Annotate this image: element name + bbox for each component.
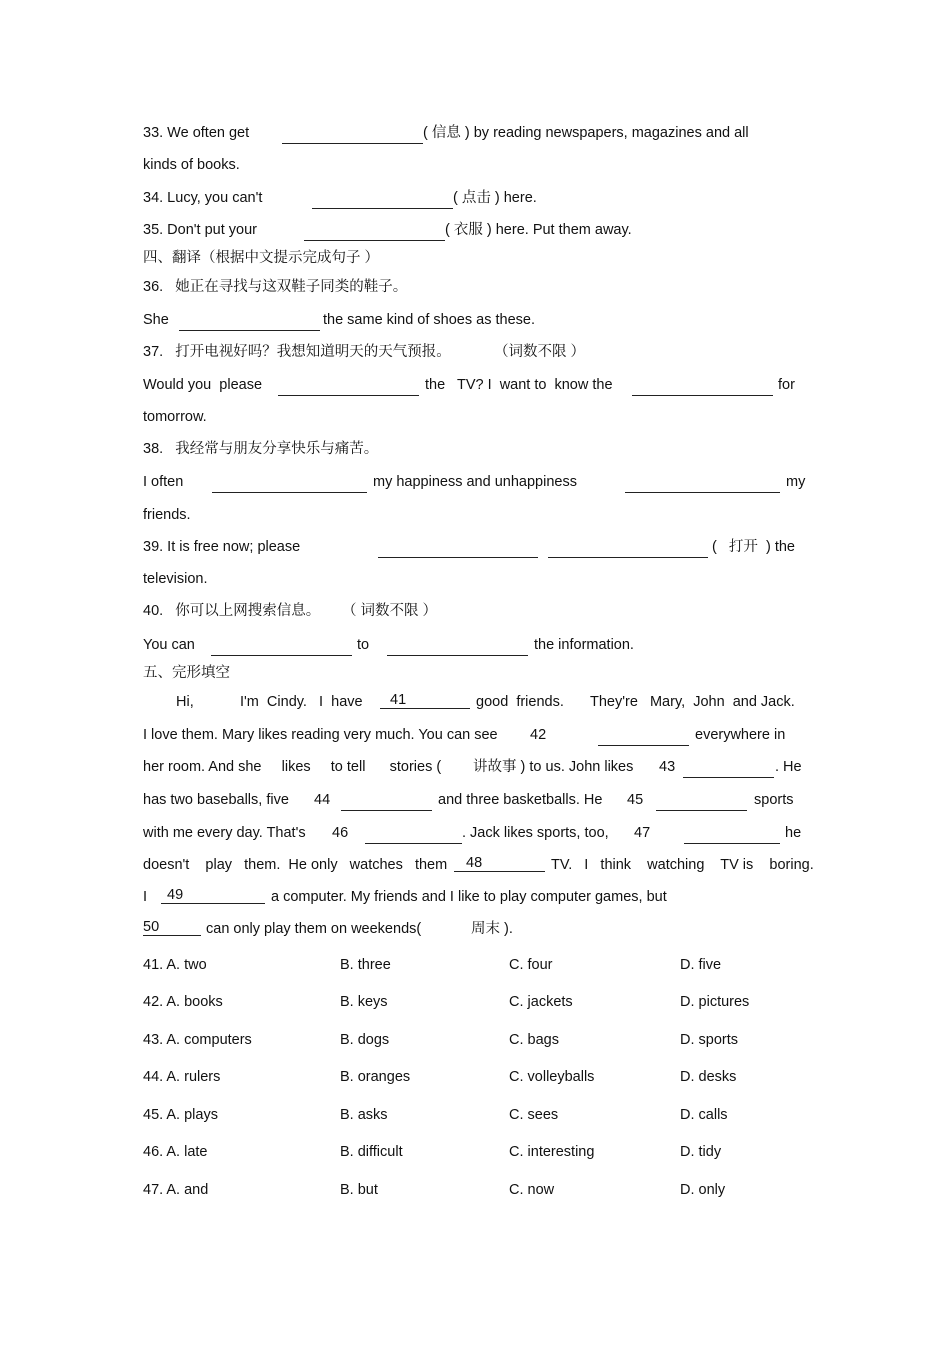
q34-stem: 34. Lucy, you can't <box>143 190 263 206</box>
passage-text: . He <box>775 759 802 775</box>
q39-stem: 39. It is free now; please <box>143 539 301 555</box>
q36-rest: the same kind of shoes as these. <box>323 312 535 328</box>
q33-line2: kinds of books. <box>143 157 240 173</box>
option-c[interactable]: C. interesting <box>509 1144 595 1160</box>
q38-mid: my happiness and unhappiness <box>373 474 577 490</box>
q38-blank-2[interactable] <box>625 477 780 493</box>
option-c[interactable]: C. bags <box>509 1032 559 1048</box>
q36-stem: She <box>143 312 169 328</box>
q38-chinese: 38. 我经常与朋友分享快乐与痛苦。 <box>143 441 379 457</box>
option-a[interactable]: 44. A. rulers <box>143 1069 221 1085</box>
passage-text: sports <box>754 792 794 808</box>
q39-line2: television. <box>143 571 208 587</box>
passage-text: I love them. Mary likes reading very much. You can see <box>143 727 498 743</box>
option-c[interactable]: C. sees <box>509 1107 559 1123</box>
blank-47-number: 47 <box>634 825 651 841</box>
q34-blank[interactable] <box>312 193 453 209</box>
q35-blank[interactable] <box>304 225 445 241</box>
option-c[interactable]: C. jackets <box>509 994 573 1010</box>
blank-47[interactable] <box>684 828 780 844</box>
passage-text: can only play them on weekends( <box>206 921 422 937</box>
option-c[interactable]: C. four <box>509 957 553 973</box>
passage-text: her room. And she likes to tell stories ( <box>143 759 442 775</box>
q34-hint: ( 点击 ) here. <box>453 190 537 206</box>
blank-45-number: 45 <box>627 792 644 808</box>
passage-text: . Jack likes sports, too, <box>462 825 609 841</box>
blank-42[interactable] <box>598 730 689 746</box>
option-a[interactable]: 45. A. plays <box>143 1107 218 1123</box>
q39-hint: ( 打开 ) the <box>712 539 795 555</box>
option-b[interactable]: B. oranges <box>340 1069 411 1085</box>
blank-43[interactable] <box>683 762 774 778</box>
option-a[interactable]: 42. A. books <box>143 994 223 1010</box>
option-b[interactable]: B. difficult <box>340 1144 403 1160</box>
option-c[interactable]: C. now <box>509 1182 555 1198</box>
blank-44-number: 44 <box>314 792 331 808</box>
passage-text: with me every day. That's <box>143 825 306 841</box>
q38-blank-1[interactable] <box>212 477 367 493</box>
option-c[interactable]: C. volleyballs <box>509 1069 595 1085</box>
q40-note: （ 词数不限 ） <box>342 603 438 619</box>
option-b[interactable]: B. keys <box>340 994 388 1010</box>
option-d[interactable]: D. only <box>680 1182 726 1198</box>
blank-46-number: 46 <box>332 825 349 841</box>
q40-stem: You can <box>143 637 195 653</box>
section-4-heading: 四、翻译（根据中文提示完成句子 ） <box>143 250 380 266</box>
q37-mid: the TV? I want to know the <box>425 377 613 393</box>
q40-blank-2[interactable] <box>387 640 528 656</box>
q35-hint: ( 衣服 ) here. Put them away. <box>445 222 632 238</box>
q37-chinese: 37. 打开电视好吗？我想知道明天的天气预报。 <box>143 344 451 360</box>
q39-blank-2[interactable] <box>548 542 708 558</box>
option-a[interactable]: 41. A. two <box>143 957 207 973</box>
option-d[interactable]: D. sports <box>680 1032 739 1048</box>
q39-blank-1[interactable] <box>378 542 538 558</box>
passage-text: 讲故事 ) to us. John likes <box>473 759 634 775</box>
q40-to: to <box>357 637 370 653</box>
q37-blank-2[interactable] <box>632 380 773 396</box>
q40-rest: the information. <box>534 637 634 653</box>
q37-note: （词数不限 ） <box>494 344 586 360</box>
q38-stem: I often <box>143 474 184 490</box>
passage-text: TV. I think watching TV is boring. <box>551 857 814 873</box>
option-a[interactable]: 46. A. late <box>143 1144 208 1160</box>
q38-my: my <box>786 474 806 490</box>
passage-text: doesn't play them. He only watches them <box>143 857 448 873</box>
option-a[interactable]: 47. A. and <box>143 1182 209 1198</box>
passage-text: I <box>143 889 148 905</box>
blank-41[interactable]: 41 <box>380 693 470 709</box>
q38-line3: friends. <box>143 507 191 523</box>
option-d[interactable]: D. tidy <box>680 1144 722 1160</box>
passage-text: 周末 ). <box>471 921 513 937</box>
blank-48[interactable]: 48 <box>454 856 545 872</box>
passage-text: I'm Cindy. I have <box>240 694 363 710</box>
passage-text: Hi, <box>176 694 194 710</box>
option-d[interactable]: D. desks <box>680 1069 737 1085</box>
passage-text: They're Mary, John and Jack. <box>590 694 795 710</box>
option-a[interactable]: 43. A. computers <box>143 1032 252 1048</box>
q37-for: for <box>778 377 795 393</box>
q36-chinese: 36. 她正在寻找与这双鞋子同类的鞋子。 <box>143 279 408 295</box>
blank-50[interactable]: 50 <box>143 920 201 936</box>
passage-text: he <box>785 825 802 841</box>
q36-blank[interactable] <box>179 315 320 331</box>
blank-44[interactable] <box>341 795 432 811</box>
passage-text: and three basketballs. He <box>438 792 603 808</box>
q33-stem: 33. We often get <box>143 125 250 141</box>
passage-text: a computer. My friends and I like to play computer games, but <box>271 889 667 905</box>
blank-46[interactable] <box>365 828 462 844</box>
blank-45[interactable] <box>656 795 747 811</box>
q33-hint: ( 信息 ) by reading newspapers, magazines and all <box>423 125 749 141</box>
option-d[interactable]: D. calls <box>680 1107 728 1123</box>
blank-49[interactable]: 49 <box>161 888 265 904</box>
q35-stem: 35. Don't put your <box>143 222 258 238</box>
section-5-heading: 五、完形填空 <box>143 665 230 681</box>
q37-stem: Would you please <box>143 377 263 393</box>
q40-chinese: 40. 你可以上网搜索信息。 <box>143 603 321 619</box>
option-b[interactable]: B. asks <box>340 1107 388 1123</box>
passage-text: has two baseballs, five <box>143 792 289 808</box>
q37-line3: tomorrow. <box>143 409 207 425</box>
q33-blank[interactable] <box>282 128 423 144</box>
option-b[interactable]: B. dogs <box>340 1032 390 1048</box>
option-b[interactable]: B. three <box>340 957 391 973</box>
q40-blank-1[interactable] <box>211 640 352 656</box>
option-d[interactable]: D. five <box>680 957 722 973</box>
option-b[interactable]: B. but <box>340 1182 378 1198</box>
blank-42-number: 42 <box>530 727 547 743</box>
option-d[interactable]: D. pictures <box>680 994 750 1010</box>
passage-text: good friends. <box>476 694 564 710</box>
blank-43-number: 43 <box>659 759 676 775</box>
q37-blank-1[interactable] <box>278 380 419 396</box>
passage-text: everywhere in <box>695 727 786 743</box>
